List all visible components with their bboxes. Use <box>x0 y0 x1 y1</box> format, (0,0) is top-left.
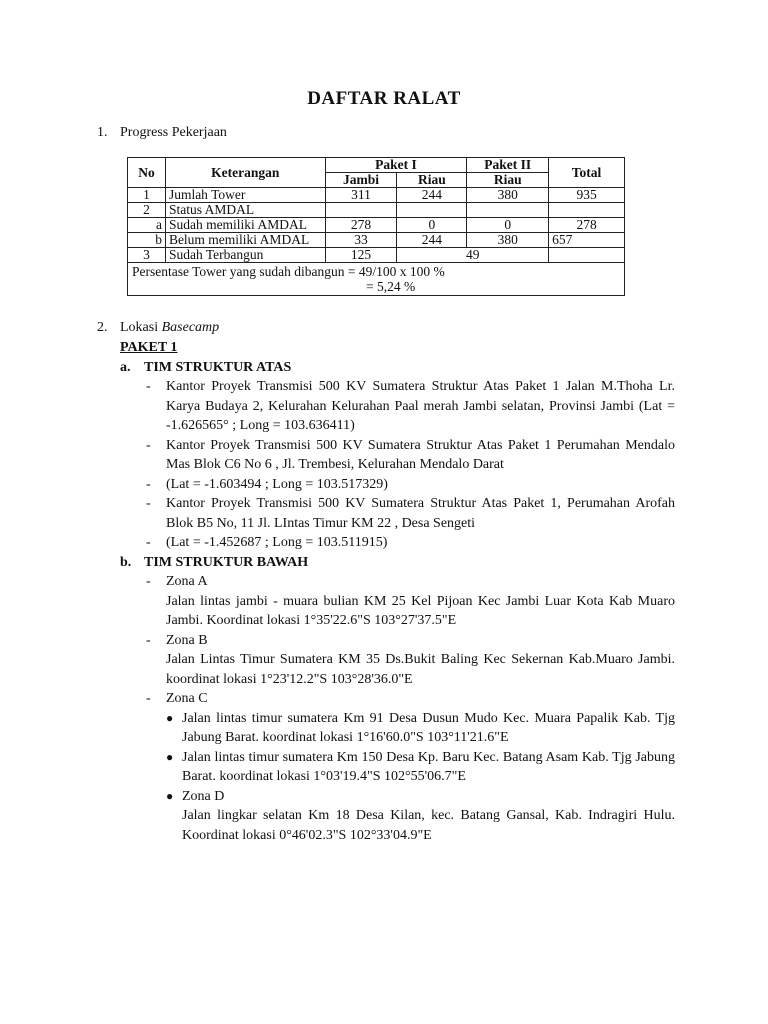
list-item <box>146 494 675 533</box>
zona-label: Zona B <box>166 632 208 648</box>
cell-riau-1: 244 <box>397 188 467 203</box>
header-no: No <box>128 158 166 188</box>
list-item <box>146 533 675 553</box>
list-item-text: Kantor Proyek Transmisi 500 KV Sumatera Struktur Atas Paket 1 Perumahan Mendalo Mas Blok C6 No 6 , Jl. Trembesi, Kelurahan Mendalo Darat <box>166 437 675 472</box>
cell-jambi: 311 <box>325 188 397 203</box>
header-paket-1: Paket I <box>325 158 467 173</box>
cell-total: 657 <box>549 233 625 248</box>
section-basecamp-heading <box>97 320 677 336</box>
cell-jambi: 33 <box>325 233 397 248</box>
dash-marker: - <box>146 535 151 550</box>
section-number: 2. <box>97 320 108 335</box>
cell-keterangan: Sudah Terbangun <box>165 248 325 263</box>
cell-riau-1: 244 <box>397 233 467 248</box>
bullet-text: Jalan lintas timur sumatera Km 91 Desa Dusun Mudo Kec. Muara Papalik Kab. Tjg Jabung Barat. koordinat lokasi 1°16'60.0"S 103°11'21.6"E <box>182 710 675 745</box>
section-number: 1. <box>97 125 108 140</box>
bullet-marker: ● <box>166 710 174 725</box>
cell-keterangan: Status AMDAL <box>165 203 325 218</box>
header-jambi: Jambi <box>325 173 397 188</box>
dash-marker: - <box>146 691 151 706</box>
cell-riau-2 <box>467 203 549 218</box>
bullet-marker: ● <box>166 749 174 764</box>
footer-result: = 5,24 % <box>366 279 416 294</box>
zona-description: Jalan lingkar selatan Km 18 Desa Kilan, kec. Batang Gansal, Kab. Indragiri Hulu. Koordinat lokasi 0°46'02.3"S 102°33'04.9"E <box>182 808 675 843</box>
bullet-marker: ● <box>166 788 174 803</box>
list-item-zona-c <box>146 689 675 709</box>
header-riau-2: Riau <box>467 173 549 188</box>
cell-jambi <box>325 203 397 218</box>
cell-riau-2: 0 <box>467 218 549 233</box>
list-item-text: Kantor Proyek Transmisi 500 KV Sumatera Struktur Atas Paket 1, Perumahan Arofah Blok B5 No, 11 Jl. LIntas Timur KM 22 , Desa Sengeti <box>166 496 675 531</box>
dash-marker: - <box>146 632 151 648</box>
section-progress-heading <box>97 125 227 141</box>
header-keterangan: Keterangan <box>165 158 325 188</box>
cell-total <box>549 203 625 218</box>
subsection-a-heading <box>120 358 675 378</box>
table-row <box>128 203 625 218</box>
cell-riau-1: 0 <box>397 218 467 233</box>
dash-marker: - <box>146 574 151 589</box>
progress-table <box>127 157 625 296</box>
list-item-text: (Lat = -1.452687 ; Long = 103.511915) <box>166 535 388 550</box>
cell-keterangan: Sudah memiliki AMDAL <box>165 218 325 233</box>
cell-no: a <box>128 218 166 233</box>
table-row <box>128 188 625 203</box>
dash-marker: - <box>146 379 151 394</box>
cell-keterangan: Jumlah Tower <box>165 188 325 203</box>
dash-marker: - <box>146 496 151 511</box>
bullet-text: Jalan lintas timur sumatera Km 150 Desa Kp. Baru Kec. Batang Asam Kab. Tjg Jabung Barat. koordinat lokasi 1°03'19.4"S 102°55'06.7"E <box>182 749 675 784</box>
zona-description: Jalan lintas jambi - muara bulian KM 25 Kel Pijoan Kec Jambi Luar Kota Kab Muaro Jambi. Koordinat lokasi 1°35'22.6"S 103°27'37.5"E <box>166 593 675 628</box>
list-item-zona-b <box>146 631 675 651</box>
dash-marker: - <box>146 476 151 492</box>
cell-no: 2 <box>128 203 166 218</box>
dash-marker: - <box>146 437 151 453</box>
list-item-zona-a <box>146 572 675 592</box>
subsection-title: TIM STRUKTUR BAWAH <box>144 554 309 570</box>
subsection-label: a. <box>120 359 131 375</box>
subsection-title: TIM STRUKTUR ATAS <box>144 359 292 375</box>
cell-riau-2: 380 <box>467 188 549 203</box>
list-item <box>146 436 675 475</box>
subsection-b-heading <box>120 553 675 573</box>
section-label-italic: Basecamp <box>161 320 220 335</box>
zona-label: Zona A <box>166 574 208 589</box>
cell-jambi: 278 <box>325 218 397 233</box>
table-row <box>128 248 625 263</box>
cell-riau-2: 380 <box>467 233 549 248</box>
bullet-item <box>166 709 675 748</box>
paket-heading: PAKET 1 <box>120 340 178 355</box>
table-header-row <box>128 158 625 173</box>
page-title: DAFTAR RALAT <box>307 88 461 109</box>
bullet-item <box>166 748 675 787</box>
cell-total: 278 <box>549 218 625 233</box>
list-item-text: (Lat = -1.603494 ; Long = 103.517329) <box>166 476 388 492</box>
cell-total <box>549 248 625 263</box>
header-paket-2: Paket II <box>467 158 549 173</box>
header-total: Total <box>549 158 625 188</box>
cell-total: 935 <box>549 188 625 203</box>
subsection-label: b. <box>120 554 132 570</box>
section-label-prefix: Lokasi <box>120 320 159 335</box>
cell-jambi: 125 <box>325 248 397 263</box>
table-row <box>128 233 625 248</box>
zona-label: Zona C <box>166 691 208 706</box>
footer-formula: Persentase Tower yang sudah dibangun = 49/100 x 100 % <box>132 264 445 279</box>
list-item-text: Kantor Proyek Transmisi 500 KV Sumatera Struktur Atas Paket 1 Jalan M.Thoha Lr. Karya Budaya 2, Kelurahan Kelurahan Paal merah Jambi selatan, Provinsi Jambi (Lat = -1.626565° ; Long = 103.636411) <box>166 379 675 433</box>
cell-merged-built: 49 <box>397 248 549 263</box>
cell-no: 1 <box>128 188 166 203</box>
cell-keterangan: Belum memiliki AMDAL <box>165 233 325 248</box>
list-item <box>146 377 675 436</box>
table-footer-row <box>128 263 625 296</box>
table-row <box>128 218 625 233</box>
header-riau-1: Riau <box>397 173 467 188</box>
zona-label: Zona D <box>182 788 225 804</box>
cell-riau-1 <box>397 203 467 218</box>
zona-description: Jalan Lintas Timur Sumatera KM 35 Ds.Bukit Baling Kec Sekernan Kab.Muaro Jambi. koordinat lokasi 1°23'12.2"S 103°28'36.0"E <box>166 652 675 687</box>
basecamp-content <box>120 338 675 845</box>
bullet-item-zona-d <box>166 787 675 807</box>
list-item <box>146 475 675 495</box>
cell-no: b <box>128 233 166 248</box>
table-footer <box>128 263 625 296</box>
section-label: Progress Pekerjaan <box>120 125 227 140</box>
cell-no: 3 <box>128 248 166 263</box>
